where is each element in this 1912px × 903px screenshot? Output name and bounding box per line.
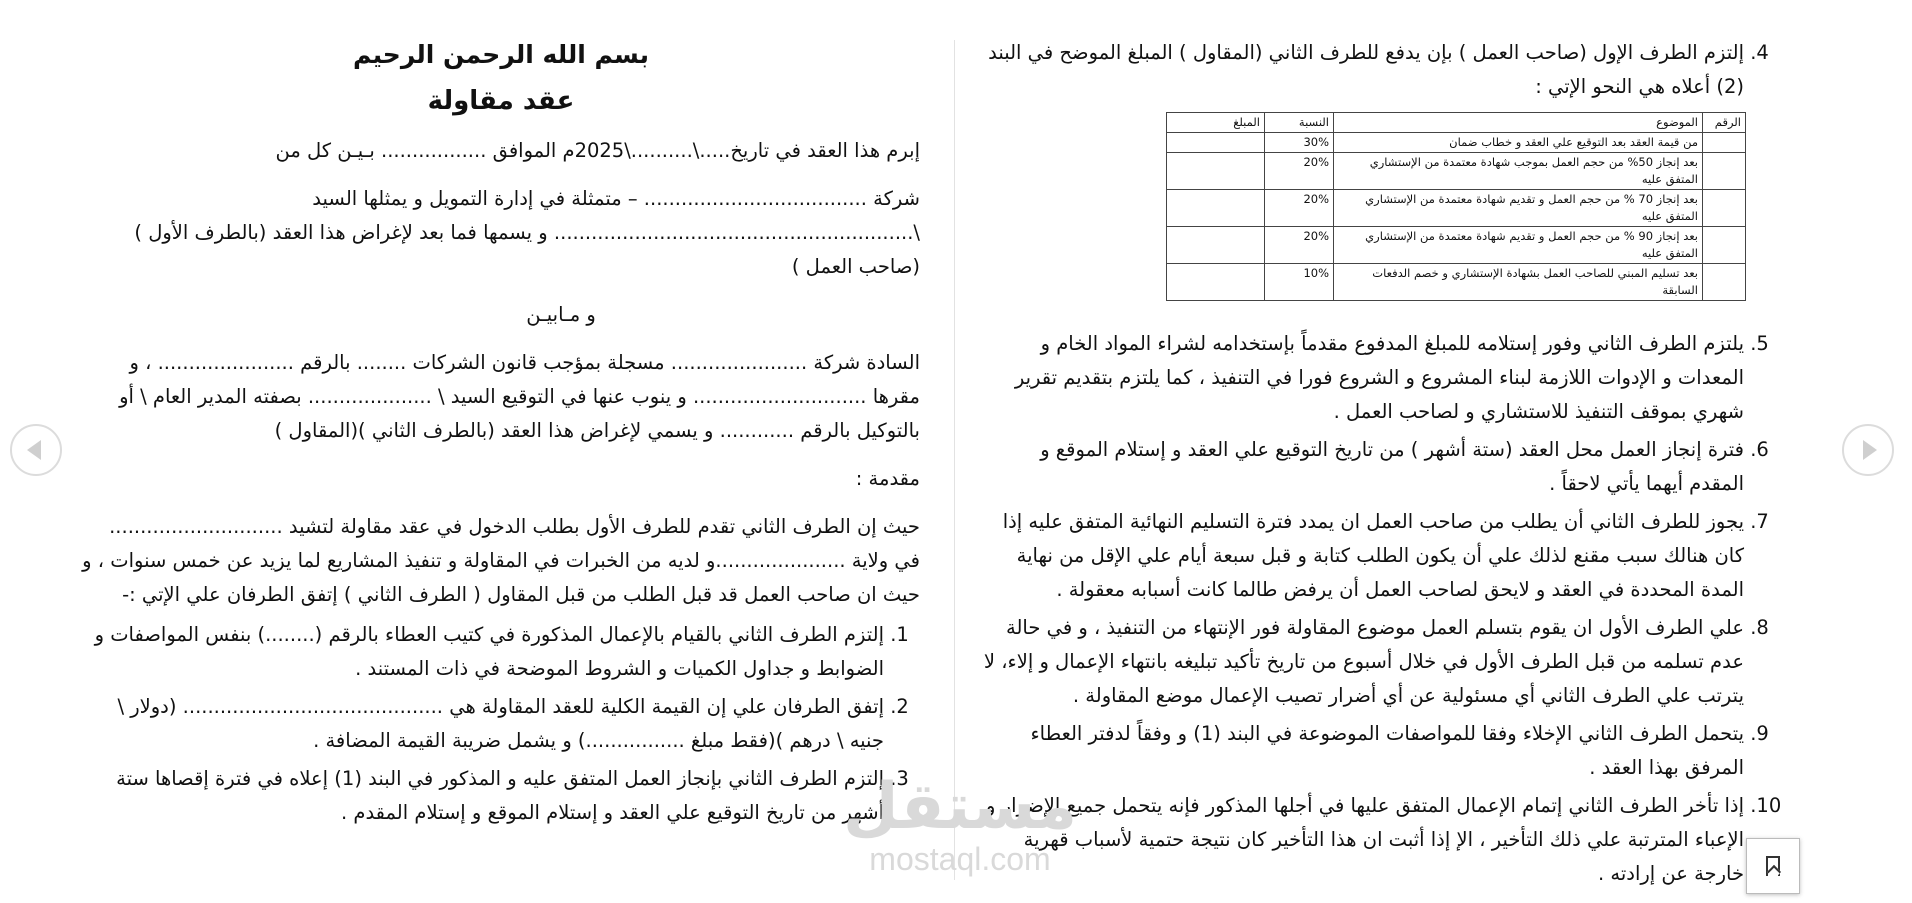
cell-percent: 30% xyxy=(1265,133,1334,153)
clause-10: 10. إذا تأخر الطرف الثاني إتمام الإعمال المتفق عليها في أجلها المذكور فإنه يتحمل جميع الإضرار و الإعباء المترتبة علي ذلك التأخير ، الإ إذا أثبت ان هذا التأخير كان نتيجة حتمية لأسباب قهرية خارجة عن إرادته . xyxy=(980,789,1744,891)
table-row xyxy=(1167,133,1746,153)
cell-subject: بعد إنجاز 50% من حجم العمل بموجب شهادة معتمدة من الإستشاري المتفق عليه xyxy=(1334,153,1703,190)
bookmark-icon xyxy=(1766,856,1780,876)
preface-heading: مقدمة : xyxy=(855,467,920,490)
bookmark-button[interactable] xyxy=(1746,838,1800,894)
cell-amount xyxy=(1167,264,1265,301)
clause-4: 4. إلتزم الطرف الإول (صاحب العمل ) بإن يدفع للطرف الثاني (المقاول ) المبلغ الموضح في البند (2) أعلاه هي النحو الإتي : xyxy=(980,36,1744,104)
table-row xyxy=(1167,264,1746,301)
payment-schedule-table xyxy=(1166,112,1746,301)
contract-title: عقد مقاولة xyxy=(427,86,575,116)
document-page-right xyxy=(980,30,1780,903)
cell-amount xyxy=(1167,190,1265,227)
clause-9: 9. يتحمل الطرف الثاني الإخلاء وفقا للمواصفات الموضوعة في البند (1) و وفقاً لدفتر العطاء المرفق بهذا العقد . xyxy=(980,717,1744,785)
clause-1: 1. إلتزم الطرف الثاني بالقيام بالإعمال المذكورة في كتيب العطاء بالرقم (........) بنفس المواصفات و الضوابط و جداول الكميات و الشروط الموضحة في ذات المستند . xyxy=(82,618,884,686)
cell-no xyxy=(1703,153,1746,190)
watermark-arabic: مستقل xyxy=(842,770,1078,844)
clause-7: 7. يجوز للطرف الثاني أن يطلب من صاحب العمل ان يمدد فترة التسليم النهائية المتفق عليه إذا كان هنالك سبب مقنع لذلك علي أن يكون الطلب كتابة و قبل سبعة أيام علي الإقل من نهاية المدة المحددة في العقد و لايحق لصاحب العمل أن يرفض طالما كانت أسبابه معقولة . xyxy=(980,505,1744,607)
clause-8: 8. علي الطرف الأول ان يقوم بتسلم العمل موضوع المقاولة فور الإنتهاء من التنفيذ ، و في حالة عدم تسلمه من قبل الطرف الأول في خلال أسبوع من تاريخ تأكيد تبليغه بانتهاء الإعمال و إلاء، لا يترتب علي الطرف الثاني أي مسئولية عن أي أضرار تصيب الإعمال موضع المقاولة . xyxy=(980,611,1744,713)
clause-2: 2. إتفق الطرفان علي إن القيمة الكلية للعقد المقاولة هي .......................................... (دولار \ جنيه \ درهم )(فقط مبلغ ................) و يشمل ضريبة القيمة المضافة . xyxy=(82,690,884,758)
document-page-left xyxy=(82,30,920,903)
cell-percent: 20% xyxy=(1265,190,1334,227)
clauses-list-5-10 xyxy=(980,327,1780,891)
table-row xyxy=(1167,153,1746,190)
table-row xyxy=(1167,190,1746,227)
chevron-right-icon xyxy=(1863,440,1877,460)
preface-paragraph: حيث إن الطرف الثاني تقدم للطرف الأول بطلب الدخول في عقد مقاولة لتشيد ............................ في ولاية .....................و لديه من الخبرات في المقاولة و تنفيذ المشاريع لما يزيد عن خمس سنوات ، و حيث ان صاحب العمل قد قبل الطلب من قبل المقاول ( الطرف الثاني ) إتفق الطرفان علي الإتي :- xyxy=(82,515,920,606)
cell-percent: 10% xyxy=(1265,264,1334,301)
page-divider xyxy=(954,40,955,880)
chevron-left-icon xyxy=(27,440,41,460)
cell-subject: بعد إنجاز 70 % من حجم العمل و تقديم شهادة معتمدة من الإستشاري المتفق عليه xyxy=(1334,190,1703,227)
table-header-row xyxy=(1167,113,1746,133)
second-party-paragraph: السادة شركة ...................... مسجلة بمؤجب قانون الشركات ........ بالرقم ...................... ، و مقرها ............................ و ينوب عنها في التوقيع السيد \ .................... بصفته المدير العام \ أو بالتوكيل بالرقم ............ و يسمي لإغراض هذا العقد (بالطرف الثاني )(المقاول ) xyxy=(119,351,920,442)
cell-percent: 20% xyxy=(1265,227,1334,264)
cell-no xyxy=(1703,133,1746,153)
intro-date-paragraph: إبرم هذا العقد في تاريخ.....\..........\2025م الموافق ................. بـيـن كل من xyxy=(275,139,920,162)
basmala-heading: بسم الله الرحمن الرحيم xyxy=(353,40,649,69)
watermark-latin: mostaql.com xyxy=(869,841,1051,877)
header-percent: النسبة xyxy=(1265,113,1334,133)
cell-subject: من قيمة العقد بعد التوقيع علي العقد و خطاب ضمان xyxy=(1334,133,1703,153)
cell-no xyxy=(1703,190,1746,227)
header-subject: الموضوع xyxy=(1334,113,1703,133)
clause-5: 5. يلتزم الطرف الثاني وفور إستلامه للمبلغ المدفوع مقدماً بإستخدامه لشراء المواد الخام و المعدات و الإدوات اللازمة لبناء المشروع و الشروع فورا في التنفيذ ، كما يلتزم بتقديم تقرير شهري بموقف التنفيذ للاستشاري و لصاحب العمل . xyxy=(980,327,1744,429)
clause-6: 6. فترة إنجاز العمل محل العقد (ستة أشهر ) من تاريخ التوقيع علي العقد و إستلام الموقع و المقدم أيهما يأتي لاحقاً . xyxy=(980,433,1744,501)
header-no: الرقم xyxy=(1703,113,1746,133)
cell-subject: بعد إنجاز 90 % من حجم العمل و تقديم شهادة معتمدة من الإستشاري المتفق عليه xyxy=(1334,227,1703,264)
header-amount: المبلغ xyxy=(1167,113,1265,133)
cell-no xyxy=(1703,227,1746,264)
cell-no xyxy=(1703,264,1746,301)
next-page-button[interactable] xyxy=(1842,424,1894,476)
cell-amount xyxy=(1167,153,1265,190)
between-label: و مـابيـن xyxy=(526,303,596,326)
cell-subject: بعد تسليم المبني للصاحب العمل بشهادة الإستشاري و خصم الدفعات السابقة xyxy=(1334,264,1703,301)
cell-percent: 20% xyxy=(1265,153,1334,190)
clauses-list-1-3 xyxy=(82,618,920,830)
table-row xyxy=(1167,227,1746,264)
clause-3: 3. إلتزم الطرف الثاني بإنجاز العمل المتفق عليه و المذكور في البند (1) إعلاه في فترة إقصاها ستة أشهر من تاريخ التوقيع علي العقد و إستلام الموقع و إستلام المقدم . xyxy=(82,762,884,830)
first-party-paragraph: شركة .................................... – متمثلة في إدارة التمويل و يمثلها السيد \.......................................................... و يسمها فما بعد لإغراض هذا العقد (بالطرف الأول ) (صاحب العمل ) xyxy=(134,187,920,278)
previous-page-button[interactable] xyxy=(10,424,62,476)
clause-4-list xyxy=(980,36,1780,104)
cell-amount xyxy=(1167,133,1265,153)
cell-amount xyxy=(1167,227,1265,264)
